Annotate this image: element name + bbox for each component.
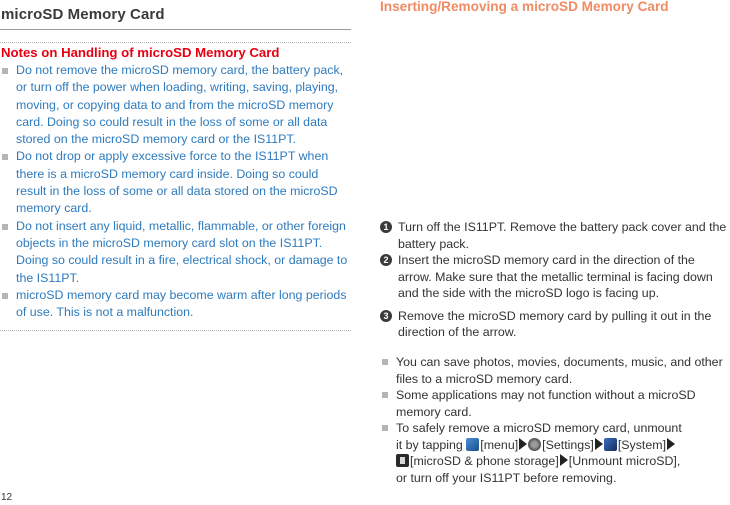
square-bullet-icon	[2, 68, 8, 74]
unmount-outro: , or turn off your IS11PT before removing.	[396, 454, 681, 485]
step-arrow-icon	[519, 438, 527, 450]
step-arrow-icon	[667, 438, 675, 450]
steps-list	[380, 219, 730, 341]
note-item	[0, 218, 351, 287]
step-number-badge: 3	[380, 310, 392, 322]
square-bullet-icon	[382, 392, 388, 398]
tips-list	[380, 354, 730, 486]
title-divider	[0, 29, 351, 30]
unmount-label: [Unmount microSD]	[568, 454, 677, 468]
step-number-badge: 2	[380, 254, 392, 266]
tip-item-unmount	[380, 420, 730, 486]
step-arrow-icon	[560, 454, 568, 466]
step-item	[380, 252, 730, 302]
notes-heading: Notes on Handling of microSD Memory Card	[1, 45, 280, 60]
note-text: microSD memory card may become warm after long periods of use. This is not a malfunction.	[16, 287, 347, 320]
illustration-area	[380, 20, 730, 215]
procedure-title: Inserting/Removing a microSD Memory Card	[380, 0, 669, 14]
unmount-intro: To safely remove a microSD memory card, unmount it by tapping	[396, 421, 682, 452]
tip-text: Some applications may not function without a microSD memory card.	[396, 388, 696, 419]
notes-list	[0, 62, 351, 321]
section-title: microSD Memory Card	[1, 6, 165, 23]
square-bullet-icon	[382, 359, 388, 365]
note-text: Do not drop or apply excessive force to the IS11PT when there is a microSD memory card inside. Doing so could result in the loss of some or all data stored on the microSD memory card.	[16, 149, 338, 216]
step-arrow-icon	[595, 438, 603, 450]
note-item	[0, 148, 351, 217]
step-text: Turn off the IS11PT. Remove the battery pack cover and the battery pack.	[398, 220, 727, 251]
notes-top-divider	[0, 42, 351, 43]
step-item	[380, 219, 730, 252]
square-bullet-icon	[382, 425, 388, 431]
step-text: Remove the microSD memory card by pulling it out in the direction of the arrow.	[398, 308, 712, 339]
step-number-badge: 1	[380, 221, 392, 233]
square-bullet-icon	[2, 293, 8, 299]
tip-item	[380, 387, 730, 420]
system-icon	[604, 438, 617, 451]
sd-card-icon	[396, 454, 409, 467]
note-text: Do not remove the microSD memory card, the battery pack, or turn off the power when loading, writing, saving, playing, moving, or copying data to and from the microSD memory card. Doing so could result in the loss of some or all data stored on the microSD memory card or the IS11PT.	[16, 63, 344, 147]
settings-gear-icon	[528, 438, 541, 451]
menu-key-label: [menu]	[480, 437, 519, 452]
page-number: 12	[1, 492, 13, 503]
note-text: Do not insert any liquid, metallic, flammable, or other foreign objects in the microSD memory card slot on the IS11PT. Doing so could result in a fire, electrical shock, or damage to the IS11PT.	[16, 218, 348, 285]
home-screen-icon	[466, 438, 479, 451]
system-label: [System]	[617, 437, 667, 452]
notes-bottom-divider	[0, 330, 351, 331]
storage-label: [microSD & phone storage]	[410, 454, 559, 468]
tip-text: You can save photos, movies, documents, music, and other files to a microSD memory card.	[396, 355, 723, 386]
note-item	[0, 287, 351, 322]
tip-item	[380, 354, 730, 387]
settings-label: [Settings]	[542, 437, 594, 452]
square-bullet-icon	[2, 154, 8, 160]
note-item	[0, 62, 351, 148]
square-bullet-icon	[2, 224, 8, 230]
step-item	[380, 308, 730, 341]
step-text: Insert the microSD memory card in the direction of the arrow. Make sure that the metallic terminal is facing down and the side with the microSD logo is facing up.	[398, 253, 713, 300]
